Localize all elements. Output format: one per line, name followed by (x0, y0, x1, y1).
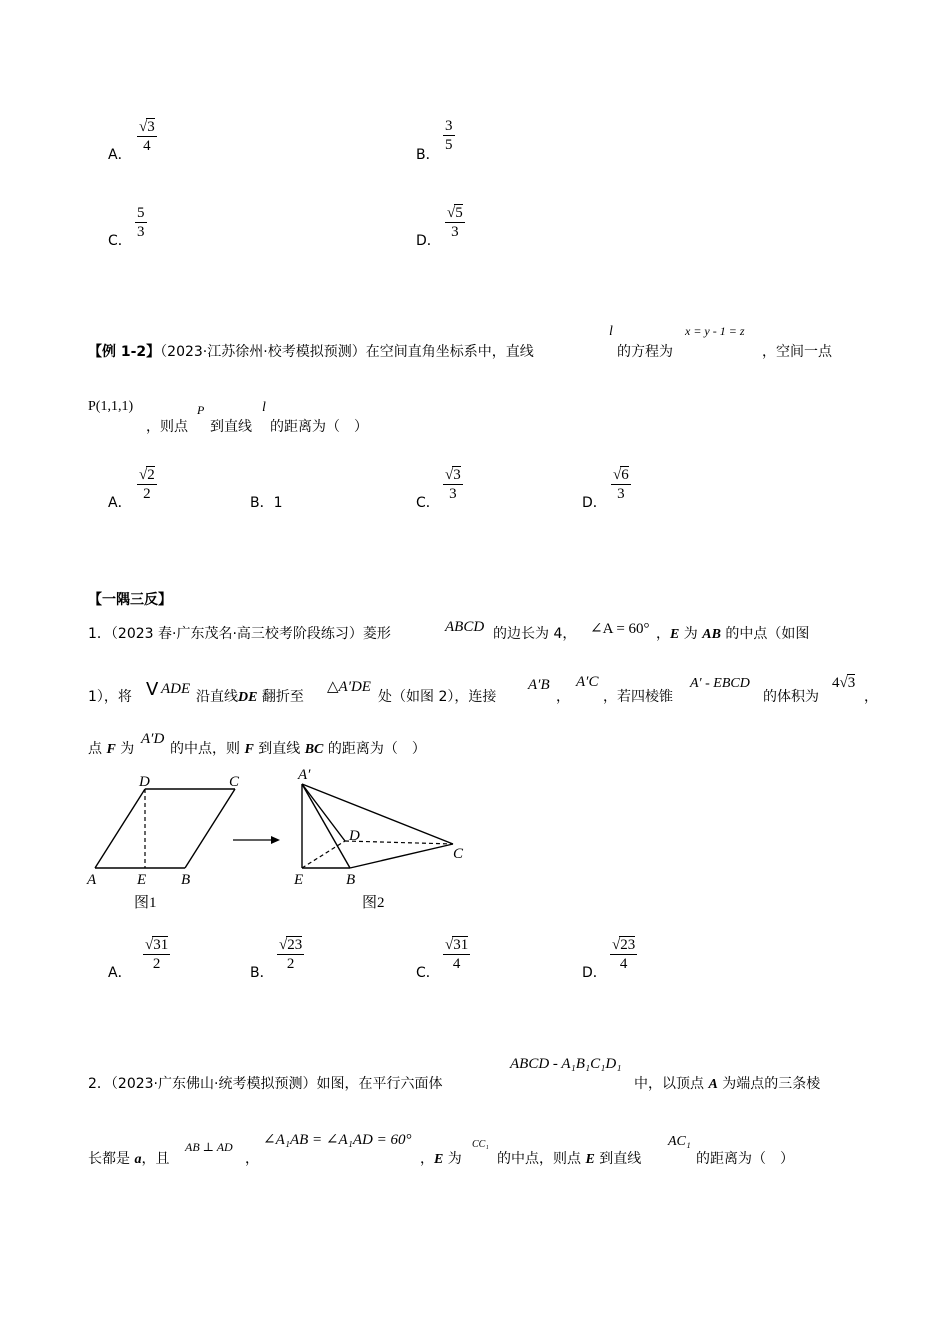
q1-ad2: A′D (141, 731, 165, 747)
q2-t3: 为端点的三条棱 (717, 1076, 821, 1092)
ex-option-a-label: A． (108, 495, 132, 511)
q2-t10: 到直线 (594, 1151, 642, 1167)
q2-solid: ABCD - A₁B₁C₁D₁ (510, 1056, 622, 1072)
prev-option-a-fraction: $\frac{√3}{4}$ (139, 119, 155, 154)
fig1-caption: 图1 (134, 895, 157, 911)
point-p-symbol: P (197, 403, 205, 417)
q1-number: 1． (88, 626, 111, 642)
ex-option-d-label: D． (582, 495, 607, 511)
example-text-2: 的方程为 (617, 344, 673, 360)
q2-t2: 中，以顶点 (634, 1076, 709, 1092)
prev-option-b-fraction: $\frac{3}{5}$ (445, 118, 453, 153)
q2-e: E (434, 1152, 444, 1167)
ex-option-c-label: C． (416, 495, 440, 511)
q2-line1-start (88, 1073, 442, 1093)
q1-option-c-fraction: $\frac{√31}{4}$ (445, 937, 469, 972)
q1-t8: 翻折至 (257, 689, 304, 705)
arrow (233, 836, 280, 844)
fig1-label-c: C (229, 774, 240, 790)
q1-option-d-fraction: $\frac{√23}{4}$ (612, 937, 636, 972)
prev-option-b-label: B． (416, 147, 440, 163)
q1-vol-rad: 3 (847, 675, 856, 691)
q2-t11: 的距离为（ ） (696, 1151, 794, 1167)
example-text-4: ，则点 (146, 419, 188, 435)
fig2-caption: 图2 (362, 895, 385, 911)
q1-t14: 点 (88, 741, 107, 757)
example-text-6: 的距离为（ ） (270, 419, 368, 435)
q1-ab: AB (702, 627, 721, 642)
q1-t16: 的中点，则 (170, 741, 245, 757)
q1-volume: 4√3 (832, 675, 856, 691)
fig2-label-d: D (349, 828, 360, 844)
prev-option-d-fraction: $\frac{√5}{3}$ (447, 205, 463, 240)
ex-option-d-fraction: $\frac{√6}{3}$ (613, 467, 629, 502)
example-source: （2023·江苏徐州·校考模拟预测） (160, 344, 366, 360)
figure-2 (293, 768, 464, 911)
q2-line2-tail (497, 1148, 641, 1168)
q1-option-b-label: B． (250, 965, 274, 981)
q1-line1 (88, 623, 391, 643)
q1-line3-start (88, 738, 134, 758)
example-1-2-line1 (88, 341, 534, 361)
q2-number: 2． (88, 1076, 111, 1092)
q1-t2: 的边长为 4， (493, 626, 577, 642)
q1-option-d-label: D． (582, 965, 607, 981)
q1-f2: F (244, 742, 254, 757)
example-tag: 【例 1-2】 (88, 344, 161, 360)
fig2-label-c: C (453, 846, 464, 862)
q2-perp: AB ⊥ AD (185, 1140, 233, 1154)
example-text-3: ，空间一点 (762, 344, 832, 360)
q1-ab2: A′B (528, 677, 550, 693)
example-text: 在空间直角坐标系中，直线 (365, 344, 534, 360)
q1-rest-line1 (656, 623, 809, 643)
q1-line3-end (170, 738, 426, 758)
q1-figures (80, 768, 480, 918)
q1-t15: 为 (115, 741, 135, 757)
q1-t13: ， (864, 689, 878, 705)
q1-vol-coef: 4 (832, 675, 840, 691)
q1-t11: ，若四棱锥 (603, 689, 673, 705)
fig1-edge-cb (185, 789, 235, 868)
q1-ade2: △A′DE (327, 679, 371, 695)
ex-option-a-fraction: $\frac{√2}{2}$ (139, 467, 155, 502)
prev-option-c-label: C． (108, 233, 132, 249)
fig2-edge-ed-dashed (302, 841, 345, 868)
q1-de: DE (238, 690, 258, 705)
prev-option-c-fraction: $\frac{5}{3}$ (137, 205, 145, 240)
q2-a: A (708, 1077, 718, 1092)
q1-option-b-fraction: $\frac{√23}{2}$ (279, 937, 303, 972)
q1-bc: BC (304, 742, 324, 757)
q1-line2-mid (196, 686, 304, 706)
fig2-label-b: B (346, 872, 356, 888)
q2-t5: ，且 (141, 1151, 170, 1167)
q1-t6: 1），将 (88, 689, 132, 705)
example-text-5: 到直线 (210, 419, 252, 435)
fig1-label-e: E (137, 872, 147, 888)
q2-line2-mid (420, 1148, 462, 1168)
line-l-symbol-2: l (262, 400, 266, 415)
fig2-edge-ab (302, 784, 350, 868)
q1-t9: 处（如图 2），连接 (378, 689, 497, 705)
fig1-label-a: A (87, 872, 97, 888)
q1-t17: 到直线 (253, 741, 305, 757)
q2-ac1: AC₁ (668, 1134, 691, 1149)
q1-option-c-label: C． (416, 965, 440, 981)
ex-option-b (250, 492, 283, 512)
section-title: 【一隅三反】 (88, 592, 172, 608)
q1-ade: ADE (161, 681, 191, 697)
q1-option-a-label: A． (108, 965, 132, 981)
fig2-edge-dc-dashed (345, 841, 453, 844)
q2-t1: 如图，在平行六面体 (316, 1076, 443, 1092)
q1-t3: ， (656, 626, 670, 642)
q2-t6: ， (245, 1151, 259, 1167)
fig2-label-a: A′ (298, 768, 311, 783)
q1-e: E (670, 627, 680, 642)
q2-e2: E (585, 1152, 595, 1167)
fig2-label-e: E (294, 872, 304, 888)
fig2-edge-bc (350, 844, 453, 868)
q1-option-a-fraction: $\frac{√31}{2}$ (145, 937, 169, 972)
q2-line2-start (88, 1148, 169, 1168)
q2-t7: ， (420, 1151, 434, 1167)
prev-option-a-label: A． (108, 147, 132, 163)
q1-pyramid: A′ - EBCD (690, 676, 750, 691)
q1-ac2: A′C (576, 674, 599, 690)
line-equation: x = y - 1 = z (685, 324, 745, 338)
q2-source: （2023·广东佛山·统考模拟预测） (110, 1076, 317, 1092)
fig1-label-d: D (139, 774, 150, 790)
fig1-edge-ad (95, 789, 145, 868)
q2-t9: 的中点，则点 (497, 1151, 586, 1167)
ex-option-c-fraction: $\frac{√3}{3}$ (445, 467, 461, 502)
point-p-coords: P(1,1,1) (88, 399, 134, 414)
fig1-label-b: B (181, 872, 191, 888)
q2-a-len: a (134, 1152, 142, 1167)
q1-t4: 为 (679, 626, 703, 642)
q2-angles: ∠A₁AB = ∠A₁AD = 60° (263, 1132, 412, 1148)
q1-t18: 的距离为（ ） (323, 741, 426, 757)
q2-t4: 长都是 (88, 1151, 135, 1167)
q1-t7: 沿直线 (196, 689, 238, 705)
figure-1 (86, 774, 240, 911)
q1-t5: 的中点（如图 (720, 626, 810, 642)
q1-source: （2023 春·广东茂名·高三校考阶段练习） (110, 626, 363, 642)
line-l-symbol: l (609, 324, 613, 339)
q1-angle: ∠A = 60° (590, 621, 650, 637)
prev-option-d-label: D． (416, 233, 441, 249)
ex-option-b-value: 1 (273, 495, 283, 511)
arrow-head-icon (271, 836, 280, 844)
q1-text: 菱形 (362, 626, 391, 642)
q1-t12: 的体积为 (763, 689, 819, 705)
q2-line1-end (634, 1073, 820, 1093)
q1-ade-v: V (146, 679, 159, 700)
q1-t10: ， (556, 689, 570, 705)
q1-f: F (106, 742, 116, 757)
ex-option-b-label: B． (250, 495, 274, 511)
q1-abcd: ABCD (445, 619, 485, 635)
q2-cc1: CC₁ (472, 1139, 489, 1150)
q2-t8: 为 (443, 1151, 462, 1167)
